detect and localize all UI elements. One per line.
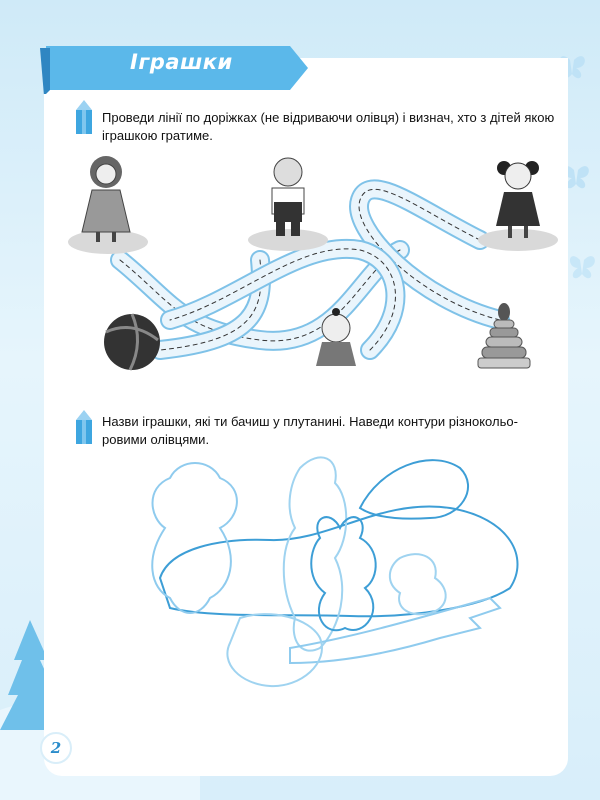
girl-curly-hair-figure: [82, 156, 130, 242]
task1-instruction: Проведи лінії по доріжках (не відриваючи олівця) і визнач, хто з дітей якою іграшкою гратиме.: [102, 110, 555, 143]
car-outline: [160, 507, 518, 617]
pencil-icon: [74, 410, 94, 444]
ball-toy: [104, 314, 160, 370]
girl2-platform: [478, 229, 558, 251]
bunny-outline: [311, 517, 375, 630]
boy-platform: [248, 229, 328, 251]
doll-outline: [284, 457, 347, 650]
task2-instruction: Назви іграшки, які ти бачиш у плутанині. Наведи контури різнокольо-ровими олівцями.: [102, 414, 518, 447]
ball-hat-outline: [360, 460, 468, 519]
path-maze: [60, 150, 560, 390]
pencil-icon: [74, 100, 94, 134]
tangled-toys-outline: [150, 448, 530, 698]
girl-pigtails-figure: [496, 161, 540, 238]
pyramid-outline: [390, 554, 446, 614]
page-number: 2: [40, 732, 72, 764]
page-title: Іграшки: [130, 50, 233, 74]
boy-figure: [272, 158, 304, 236]
butterfly-icon: [570, 256, 595, 278]
girl-platform: [68, 230, 148, 254]
